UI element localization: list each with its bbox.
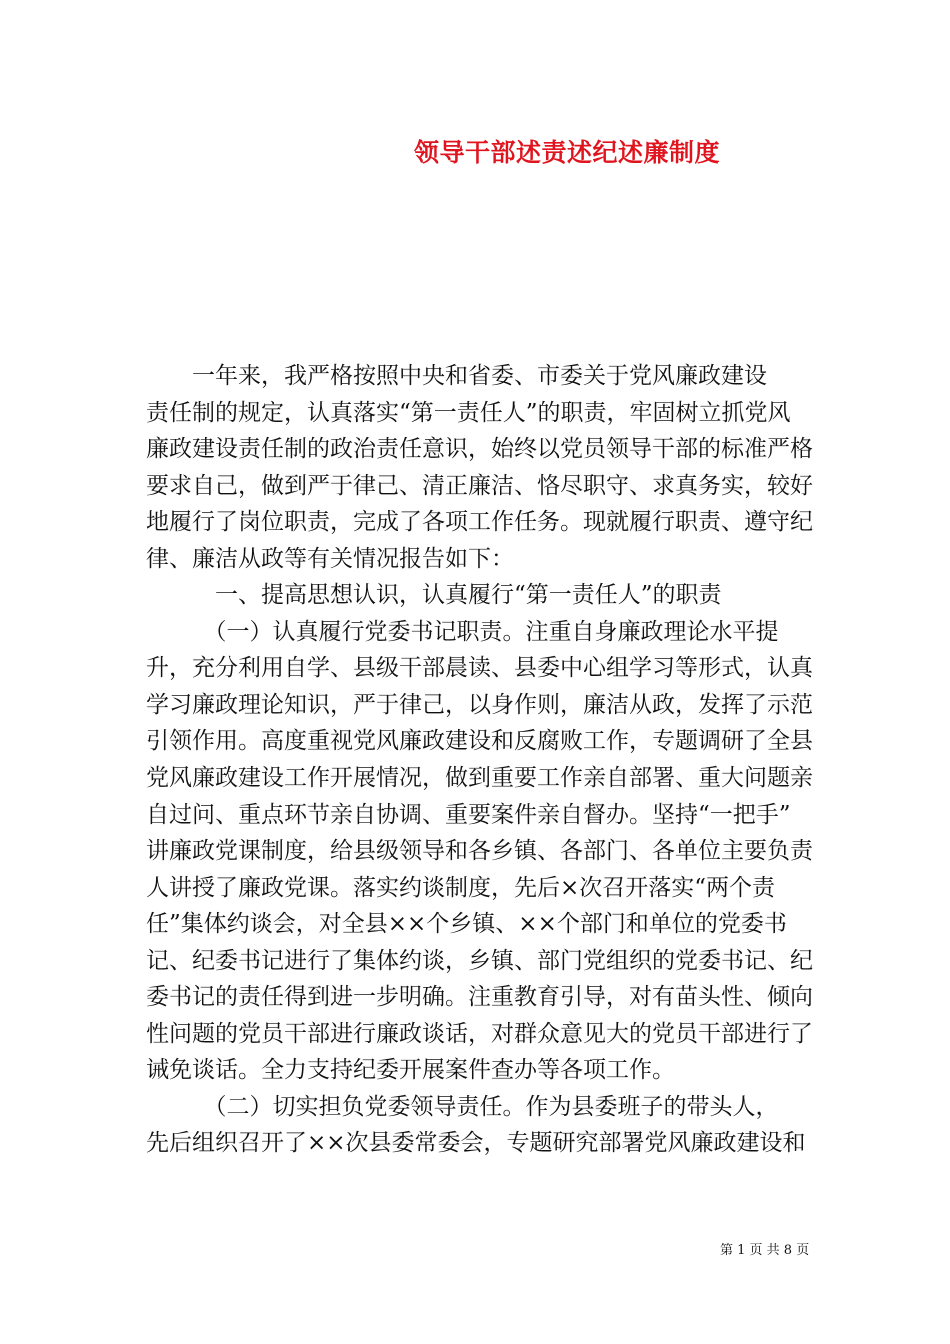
body-line: 引领作用。高度重视党风廉政建设和反腐败工作，专题调研了全县: [146, 728, 813, 755]
page-number: 第 1 页 共 8 页: [720, 1243, 810, 1258]
body-line: 一年来，我严格按照中央和省委、市委关于党风廉政建设: [146, 363, 767, 389]
document-title: 领导干部述责述纪述廉制度: [414, 138, 721, 167]
body-line: 要求自己，做到严于律己、清正廉洁、恪尽职守、求真务实，较好: [146, 472, 813, 499]
body-line: 人讲授了廉政党课。落实约谈制度，先后×次召开落实“两个责: [146, 874, 776, 901]
body-line: 记、纪委书记进行了集体约谈，乡镇、部门党组织的党委书记、纪: [146, 947, 813, 974]
body-line: 讲廉政党课制度，给县级领导和各乡镇、各部门、各单位主要负责: [146, 838, 813, 865]
body-line: 党风廉政建设工作开展情况，做到重要工作亲自部署、重大问题亲: [146, 765, 813, 792]
body-line: 任”集体约谈会，对全县××个乡镇、××个部门和单位的党委书: [146, 911, 787, 938]
body-line: 律、廉洁从政等有关情况报告如下：: [146, 545, 514, 572]
body-line: 学习廉政理论知识，严于律己，以身作则，廉洁从政，发挥了示范: [146, 691, 813, 718]
body-line: （二）切实担负党委领导责任。作为县委班子的带头人，: [146, 1093, 779, 1120]
document-body: [146, 358, 816, 1162]
body-line: 自过问、重点环节亲自协调、重要案件亲自督办。坚持“一把手”: [146, 801, 791, 828]
section-heading: 一、提高思想认识，认真履行“第一责任人”的职责: [146, 582, 722, 609]
body-line: 升，充分利用自学、县级干部晨读、县委中心组学习等形式，认真: [146, 655, 813, 682]
body-line: （一）认真履行党委书记职责。注重自身廉政理论水平提: [146, 618, 779, 645]
body-line: 委书记的责任得到进一步明确。注重教育引导，对有苗头性、倾向: [146, 984, 813, 1011]
body-line: 先后组织召开了××次县委常委会，专题研究部署党风廉政建设和: [146, 1130, 806, 1157]
body-line: 性问题的党员干部进行廉政谈话，对群众意见大的党员干部进行了: [146, 1020, 813, 1047]
body-line: 廉政建设责任制的政治责任意识，始终以党员领导干部的标准严格: [146, 436, 813, 463]
body-line: 责任制的规定，认真落实“第一责任人”的职责，牢固树立抓党风: [146, 399, 791, 426]
body-line: 地履行了岗位职责，完成了各项工作任务。现就履行职责、遵守纪: [146, 509, 813, 536]
body-line: 诫免谈话。全力支持纪委开展案件查办等各项工作。: [146, 1057, 675, 1084]
